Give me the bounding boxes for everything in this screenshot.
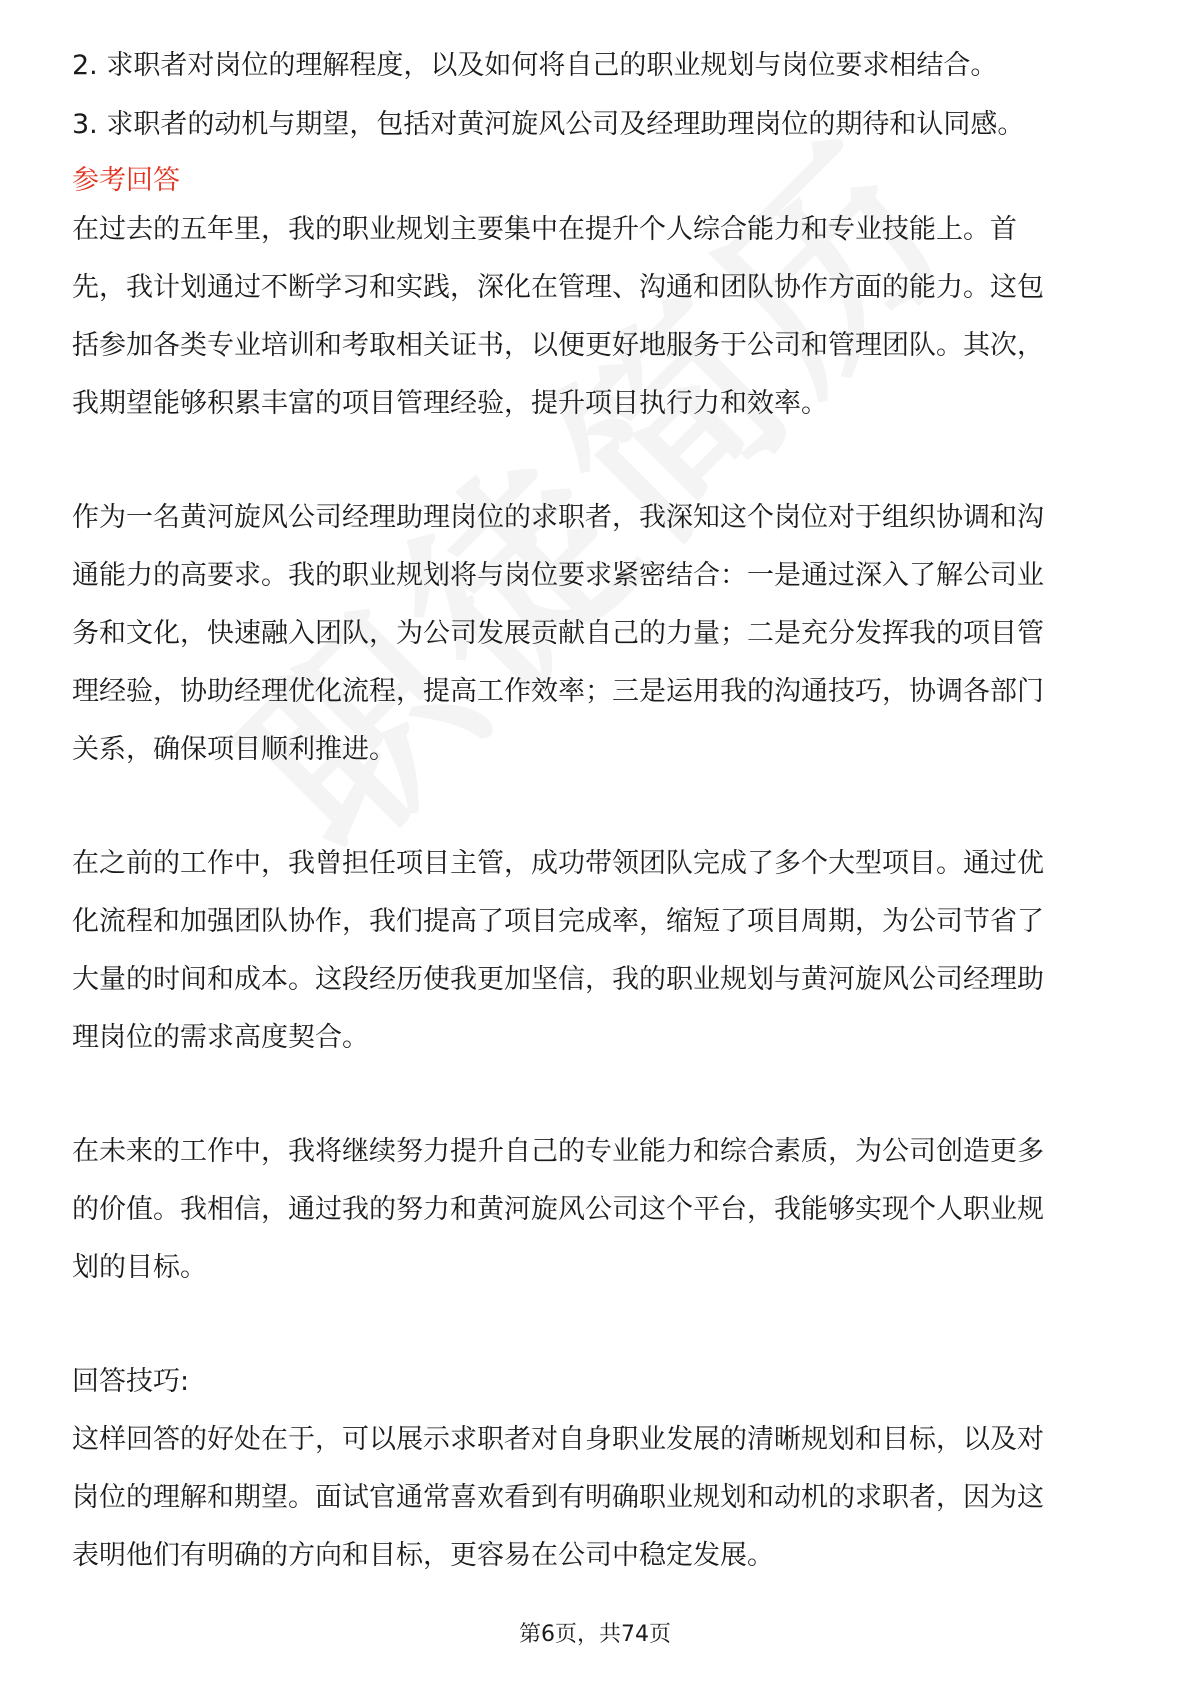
question-item-3: 3. 求职者的动机与期望，包括对黄河旋风公司及经理助理岗位的期待和认同感。 <box>72 109 1025 140</box>
paragraph-spacer <box>72 1297 1118 1353</box>
paragraph-line: 我期望能够积累丰富的项目管理经验，提升项目执行力和效率。 <box>72 388 828 419</box>
paragraph-line: 大量的时间和成本。这段经历使我更加坚信，我的职业规划与黄河旋风公司经理助 <box>72 964 1044 995</box>
question-item-2: 2. 求职者对岗位的理解程度，以及如何将自己的职业规划与岗位要求相结合。 <box>72 50 998 81</box>
paragraph-line: 作为一名黄河旋风公司经理助理岗位的求职者，我深知这个岗位对于组织协调和沟 <box>72 502 1044 533</box>
paragraph-line: 括参加各类专业培训和考取相关证书，以便更好地服务于公司和管理团队。其次， <box>72 330 1044 361</box>
answer-paragraph-3 <box>72 835 1118 1067</box>
paragraph-line: 的价值。我相信，通过我的努力和黄河旋风公司这个平台，我能够实现个人职业规 <box>72 1194 1044 1225</box>
answer-paragraph-2 <box>72 489 1118 779</box>
paragraph-line: 关系，确保项目顺利推进。 <box>72 734 396 765</box>
paragraph-line: 先，我计划通过不断学习和实践，深化在管理、沟通和团队协作方面的能力。这包 <box>72 272 1044 303</box>
paragraph-line: 岗位的理解和期望。面试官通常喜欢看到有明确职业规划和动机的求职者，因为这 <box>72 1482 1044 1513</box>
reference-answer-heading: 参考回答 <box>72 165 180 196</box>
page-number-footer: 第6页，共74页 <box>519 1622 671 1647</box>
paragraph-line: 这样回答的好处在于，可以展示求职者对自身职业发展的清晰规划和目标，以及对 <box>72 1424 1044 1455</box>
answer-tips-paragraph <box>72 1411 1118 1585</box>
paragraph-line: 理岗位的需求高度契合。 <box>72 1022 369 1053</box>
paragraph-line: 表明他们有明确的方向和目标，更容易在公司中稳定发展。 <box>72 1540 774 1571</box>
paragraph-line: 务和文化，快速融入团队，为公司发展贡献自己的力量；二是充分发挥我的项目管 <box>72 618 1044 649</box>
paragraph-line: 在之前的工作中，我曾担任项目主管，成功带领团队完成了多个大型项目。通过优 <box>72 848 1044 879</box>
answer-tips-label: 回答技巧: <box>72 1366 190 1397</box>
answer-paragraph-1 <box>72 201 1118 433</box>
paragraph-line: 化流程和加强团队协作，我们提高了项目完成率，缩短了项目周期，为公司节省了 <box>72 906 1044 937</box>
paragraph-line: 划的目标。 <box>72 1252 207 1283</box>
paragraph-line: 理经验，协助经理优化流程，提高工作效率；三是运用我的沟通技巧，协调各部门 <box>72 676 1044 707</box>
document-page <box>72 46 1118 1585</box>
paragraph-spacer <box>72 433 1118 489</box>
paragraph-line: 在过去的五年里，我的职业规划主要集中在提升个人综合能力和专业技能上。首 <box>72 214 1017 245</box>
paragraph-line: 通能力的高要求。我的职业规划将与岗位要求紧密结合：一是通过深入了解公司业 <box>72 560 1044 591</box>
answer-paragraph-4 <box>72 1123 1118 1297</box>
paragraph-line: 在未来的工作中，我将继续努力提升自己的专业能力和综合素质，为公司创造更多 <box>72 1136 1044 1167</box>
paragraph-spacer <box>72 779 1118 835</box>
paragraph-spacer <box>72 1067 1118 1123</box>
